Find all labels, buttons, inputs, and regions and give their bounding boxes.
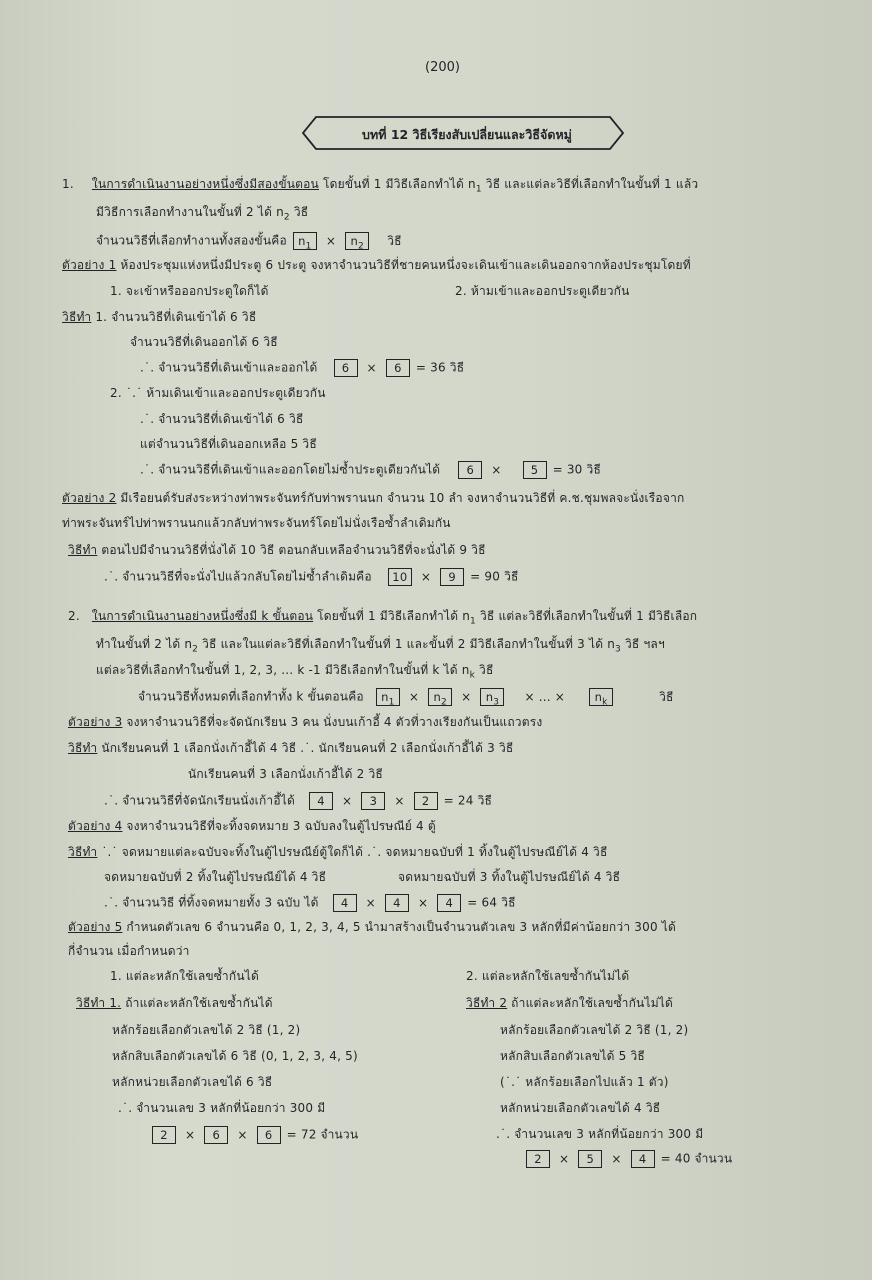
ex3-box2: 3 [361, 792, 385, 810]
section1-line2 [96, 204, 308, 225]
ex3-text: จงหาจำนวนวิธีที่จะจัดนักเรียน 3 คน นั่งบนเก้าอี้ 4 ตัวที่วางเรียงกันเป็นแถวตรง [122, 715, 543, 729]
ex1-s7: .˙. จำนวนวิธีที่เดินเข้าและออกโดยไม่ซ้ำประตูเดียวกันได้ [140, 462, 441, 477]
ex1-s2: จำนวนวิธีที่เดินออกได้ 6 วิธี [130, 335, 278, 349]
ex4-s3: .˙. จำนวนวิธี ที่ทิ้งจดหมายทั้ง 3 ฉบับ ได้ [104, 895, 319, 910]
ex4-text: จงหาจำนวนวิธีที่จะทิ้งจดหมาย 3 ฉบับลงในตู้ไปรษณีย์ 4 ตู้ [122, 819, 436, 833]
ex2-sol-line1 [68, 542, 486, 558]
ex3-s1: นักเรียนคนที่ 1 เลือกนั่งเก้าอี้ได้ 4 วิธี .˙. นักเรียนคนที่ 2 เลือกนั่งเก้าอี้ได้ 3 วิธี [97, 741, 514, 755]
ex2-s2-result: = 90 วิธี [470, 569, 519, 584]
ex1-s1: 1. จำนวนวิธีที่เดินเข้าได้ 6 วิธี [91, 310, 257, 324]
ex5-right-l5: .˙. จำนวนเลข 3 หลักที่น้อยกว่า 300 มี [496, 1127, 704, 1141]
ex4-sol-label: วิธีทำ [68, 845, 98, 859]
section1-rule-end: วิธี [387, 233, 402, 248]
ex4-sol-line1 [68, 844, 608, 860]
ex2-s2-line: .˙. จำนวนวิธีที่จะนั่งไปแล้วกลับโดยไม่ซ้ำลำเดิมคือ 10 × 9 = 90 วิธี [104, 569, 519, 584]
section1-n1-sub: 1 [475, 184, 482, 195]
section2-line3: แต่ละวิธีที่เลือกทำในขั้นที่ 1, 2, 3, ... k -1 มีวิธีเลือกทำในขั้นที่ k ได้ $n_k$ วิธี [96, 663, 494, 681]
ex3-s2: นักเรียนคนที่ 3 เลือกนั่งเก้าอี้ได้ 2 วิธี [188, 767, 383, 781]
ex1-text: ห้องประชุมแห่งหนึ่งมีประตู 6 ประตู จงหาจำนวนวิธีที่ชายคนหนึ่งจะเดินเข้าและเดินออกจากห้องประชุมโดยที่ [116, 258, 691, 272]
chapter-title: บทที่ 12 วิธีเรียงสับเปลี่ยนและวิธีจัดหมู่ [362, 127, 572, 142]
ex1-case2: 2. ห้ามเข้าและออกประตูเดียวกัน [455, 284, 630, 298]
ex1-s3: .˙. จำนวนวิธีที่เดินเข้าและออกได้ [140, 360, 318, 375]
ex5-right-box2: 5 [578, 1150, 602, 1168]
ex5-left-result: = 72 จำนวน [286, 1127, 359, 1142]
section1-n1: n [468, 177, 476, 191]
ex2-label: ตัวอย่าง 2 [62, 491, 117, 505]
ex4-box3: 4 [437, 894, 461, 912]
ex1-s5: .˙. จำนวนวิธีที่เดินเข้าได้ 6 วิธี [140, 412, 304, 426]
ex5-left-sol-label: วิธีทำ 1. [76, 996, 122, 1010]
section2-number: 2. [68, 609, 80, 623]
ex3-statement [68, 714, 542, 730]
section1-rule-text: จำนวนวิธีที่เลือกทำงานทั้งสองขั้นคือ [96, 233, 287, 248]
ex5-right-l3: (˙.˙ หลักร้อยเลือกไปแล้ว 1 ตัว) [500, 1075, 669, 1089]
section2-rule-text: จำนวนวิธีทั้งหมดที่เลือกทำทั้ง k ขั้นตอนคือ [138, 689, 364, 704]
ex5-right-result: = 40 จำนวน [660, 1151, 733, 1166]
section2-box-n2: $n_2$ [428, 688, 452, 706]
ex3-result: = 24 วิธี [443, 793, 493, 808]
ex2-statement [62, 490, 684, 506]
ex2-line2: ท่าพระจันทร์ไปท่าพรานนกแล้วกลับท่าพระจันทร์โดยไม่นั่งเรือซ้ำลำเดิมกัน [62, 516, 451, 530]
section1-intro-rest2: วิธี และแต่ละวิธีที่เลือกทำในขั้นที่ 1 แล้ว [481, 177, 699, 191]
ex1-s6: แต่จำนวนวิธีที่เดินออกเหลือ 5 วิธี [140, 437, 317, 451]
ex1-sol-line1 [62, 309, 256, 325]
ex2-s2: .˙. จำนวนวิธีที่จะนั่งไปแล้วกลับโดยไม่ซ้ำลำเดิมคือ [104, 569, 372, 584]
ex1-sol-label: วิธีทำ [62, 310, 92, 324]
ex4-s3-line: .˙. จำนวนวิธี ที่ทิ้งจดหมายทั้ง 3 ฉบับ ได้ 4 × 4 × 4 = 64 วิธี [104, 895, 516, 910]
ex5-text: กำหนดตัวเลข 6 จำนวนคือ 0, 1, 2, 3, 4, 5 นำมาสร้างเป็นจำนวนตัวเลข 3 หลักที่มีค่าน้อยกว่า 300 ได้ [122, 920, 677, 934]
ex1-s7-box1: 6 [458, 461, 482, 479]
ex5-right-box3: 4 [631, 1150, 655, 1168]
ex5-right-head: วิธีทำ 2 ถ้าแต่ละหลักใช้เลขซ้ำกันไม่ได้ [466, 996, 674, 1010]
ex5-left-box2: 6 [204, 1126, 228, 1144]
section2-box-nk: $n_k$ [589, 688, 613, 706]
times-operator: × [325, 233, 337, 248]
section2-intro-rest: โดยขั้นที่ 1 มีวิธีเลือกทำได้ n [313, 609, 471, 623]
ex1-s3-box1: 6 [334, 359, 358, 377]
section2-line2: ทำในขั้นที่ 2 ได้ $n_2$ วิธี และในแต่ละวิธีที่เลือกทำในขั้นที่ 1 และขั้นที่ 2 มีวิธีเลือกทำในขั้นที่ 3 ได้ $n_3$ วิธี ฯลฯ [96, 637, 665, 655]
ex5-left-l1: หลักร้อยเลือกตัวเลขได้ 2 วิธี (1, 2) [112, 1023, 301, 1037]
ex2-s2-box2: 9 [440, 568, 464, 586]
ex4-label: ตัวอย่าง 4 [68, 819, 123, 833]
ex5-left-l3: หลักหน่วยเลือกตัวเลขได้ 6 วิธี [112, 1075, 273, 1089]
ex5-left-l2: หลักสิบเลือกตัวเลขได้ 6 วิธี (0, 1, 2, 3, 4, 5) [112, 1049, 358, 1063]
section2-rule: จำนวนวิธีทั้งหมดที่เลือกทำทั้ง k ขั้นตอนคือ $n_1 \times n_2 \times n_3$ × ... × $n_k$ วิธี [138, 689, 674, 708]
ex5-right-l2: หลักสิบเลือกตัวเลขได้ 5 วิธี [500, 1049, 645, 1063]
section1-line2-text: มีวิธีการเลือกทำงานในขั้นที่ 2 ได้ [96, 205, 273, 219]
ex4-result: = 64 วิธี [467, 895, 516, 910]
ex4-s2: จดหมายฉบับที่ 2 ทิ้งในตู้ไปรษณีย์ได้ 4 วิธี [104, 870, 327, 884]
section2-box-n1: $n_1$ [376, 688, 400, 706]
ex3-sol-line1 [68, 740, 513, 756]
ex5-label: ตัวอย่าง 5 [68, 920, 123, 934]
section1-number: 1. [62, 177, 74, 191]
ex1-statement [62, 257, 691, 273]
ex2-s1: ตอนไปมีจำนวนวิธีที่นั่งได้ 10 วิธี ตอนกลับเหลือจำนวนวิธีที่จะนั่งได้ 9 วิธี [97, 543, 486, 557]
section2-line1: 2. ในการดำเนินงานอย่างหนึ่งซึ่งมี k ขั้นตอน โดยขั้นที่ 1 มีวิธีเลือกทำได้ $n_1$ วิธี แต่ละวิธีที่เลือกทำในขั้นที่ 1 มีวิธีเลือก [68, 609, 698, 627]
ex4-box2: 4 [385, 894, 409, 912]
ex4-s1: ˙.˙ จดหมายแต่ละฉบับจะทิ้งในตู้ไปรษณีย์ตู้ใดก็ได้ .˙. จดหมายฉบับที่ 1 ทิ้งในตู้ไปรษณีย์ได้ 4 วิธี [97, 845, 608, 859]
ex5-left-head: วิธีทำ 1. ถ้าแต่ละหลักใช้เลขซ้ำกันได้ [76, 996, 273, 1010]
ex1-case1: 1. จะเข้าหรือออกประตูใดก็ได้ [110, 284, 269, 298]
section1-rule [96, 232, 402, 250]
ex5-right-box1: 2 [526, 1150, 550, 1168]
ex4-s2b: จดหมายฉบับที่ 3 ทิ้งในตู้ไปรษณีย์ได้ 4 วิธี [398, 870, 621, 884]
section1-rule-box2: $n_2$ [345, 232, 369, 250]
ex1-s4: 2. ˙.˙ ห้ามเดินเข้าและออกประตูเดียวกัน [110, 386, 326, 400]
ex1-s3-line: .˙. จำนวนวิธีที่เดินเข้าและออกได้ 6 × 6 = 36 วิธี [140, 360, 465, 375]
section1-n2-sub: 2 [283, 212, 290, 223]
section1-line1 [62, 176, 698, 197]
ex5-left-l4: .˙. จำนวนเลข 3 หลักที่น้อยกว่า 300 มี [118, 1101, 326, 1115]
ex5-right-l4: หลักหน่วยเลือกตัวเลขได้ 4 วิธี [500, 1101, 661, 1115]
ex4-box1: 4 [333, 894, 357, 912]
ex1-label: ตัวอย่าง 1 [62, 258, 117, 272]
page-number: (200) [425, 60, 460, 75]
section1-n2: n [276, 205, 284, 219]
ex5-right-l1: หลักร้อยเลือกตัวเลขได้ 2 วิธี (1, 2) [500, 1023, 689, 1037]
ex3-s3: .˙. จำนวนวิธีที่จัดนักเรียนนั่งเก้าอี้ได้ [104, 793, 296, 808]
section2-box-n3: $n_3$ [480, 688, 504, 706]
ex5-statement [68, 919, 676, 935]
ex1-s3-box2: 6 [386, 359, 410, 377]
section1-intro-rest: โดยขั้นที่ 1 มีวิธีเลือกทำได้ [318, 177, 464, 191]
ex1-s3-result: = 36 วิธี [415, 360, 465, 375]
section2-intro-rest2: วิธี แต่ละวิธีที่เลือกทำในขั้นที่ 1 มีวิธีเลือก [475, 609, 698, 623]
ex5-left-calc: 2 × 6 × 6 = 72 จำนวน [150, 1126, 358, 1144]
ex5-right-sol-label: วิธีทำ 2 [466, 996, 508, 1010]
ex5-case1: 1. แต่ละหลักใช้เลขซ้ำกันได้ [110, 969, 259, 983]
ex5-right-calc: 2 × 5 × 4 = 40 จำนวน [524, 1150, 732, 1168]
section1-line2-end: วิธี [289, 205, 309, 219]
ex5-case2: 2. แต่ละหลักใช้เลขซ้ำกันไม่ได้ [466, 969, 630, 983]
section1-rule-box1: $n_1$ [293, 232, 317, 250]
ex3-label: ตัวอย่าง 3 [68, 715, 123, 729]
ex3-s3-line: .˙. จำนวนวิธีที่จัดนักเรียนนั่งเก้าอี้ได้ 4 × 3 × 2 = 24 วิธี [104, 793, 493, 808]
ex5-left-box3: 6 [257, 1126, 281, 1144]
ex1-s7-line: .˙. จำนวนวิธีที่เดินเข้าและออกโดยไม่ซ้ำประตูเดียวกันได้ 6 × 5 = 30 วิธี [140, 462, 601, 477]
ex3-sol-label: วิธีทำ [68, 741, 98, 755]
section2-intro-underlined: ในการดำเนินงานอย่างหนึ่งซึ่งมี k ขั้นตอน [91, 609, 314, 623]
ex3-box1: 4 [309, 792, 333, 810]
ex2-s2-box1: 10 [388, 568, 412, 586]
ex3-box3: 2 [414, 792, 438, 810]
ex1-s7-result: = 30 วิธี [552, 462, 601, 477]
ex5-left-box1: 2 [152, 1126, 176, 1144]
section1-intro-underlined: ในการดำเนินงานอย่างหนึ่งซึ่งมีสองขั้นตอน [91, 177, 319, 191]
ex2-sol-label: วิธีทำ [68, 543, 98, 557]
ex4-statement [68, 818, 436, 834]
ex2-text: มีเรือยนต์รับส่งระหว่างท่าพระจันทร์กับท่าพรานนก จำนวน 10 ลำ จงหาจำนวนวิธีที่ ค.ช.ชุมพลจะนั่งเรือจาก [116, 491, 685, 505]
ex5-line2: กี่จำนวน เมื่อกำหนดว่า [68, 944, 190, 958]
ex1-s7-box2: 5 [523, 461, 547, 479]
